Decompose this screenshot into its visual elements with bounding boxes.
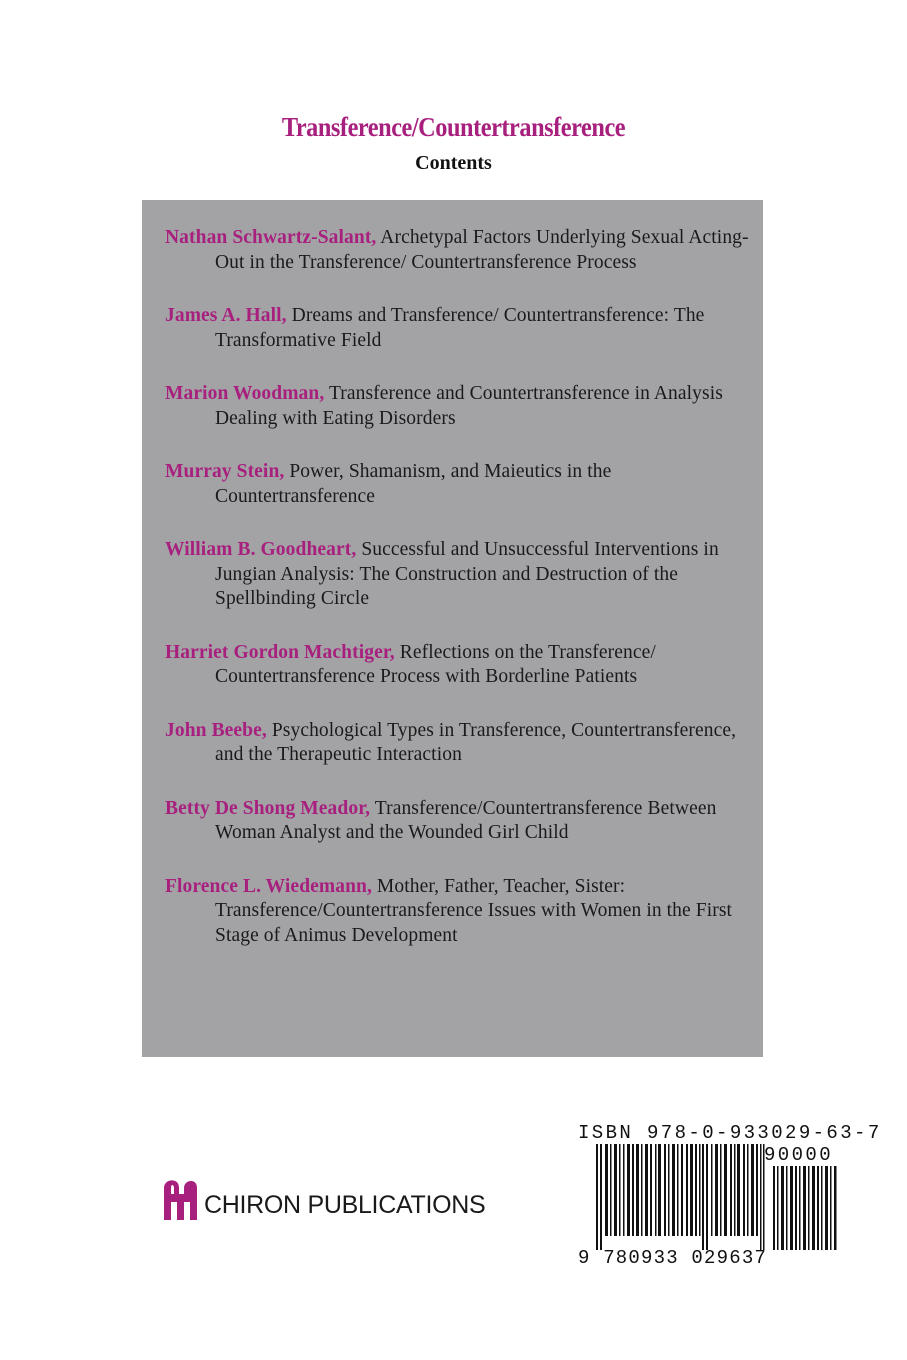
contents-entry [165,797,755,846]
isbn-barcode [578,1122,882,1272]
entry-title: Successful and Unsuccessful Interventions in Jungian Analysis: The Construction and Destruction of the Spellbinding Circle [215,539,719,609]
contents-entry [165,382,755,431]
entry-title: Reflections on the Transference/ Countertransference Process with Borderline Patients [215,641,656,687]
entry-author: James A. Hall, [165,305,287,326]
entry-author: Florence L. Wiedemann, [165,875,372,897]
contents-entry [165,641,755,690]
contents-heading: Contents [415,152,492,174]
entry-title: Power, Shamanism, and Maieutics in the Countertransference [215,461,612,507]
entry-author: Betty De Shong Meador, [165,797,371,819]
entry-title: Mother, Father, Teacher, Sister: Transference/Countertransference Issues with Women in the First Stage of Animus Development [215,875,733,946]
entry-title: Dreams and Transference/ Countertransference: The Transformative Field [215,305,705,351]
publisher-name: CHIRON PUBLICATIONS [204,1190,486,1219]
entry-title: Archetypal Factors Underlying Sexual Acting-Out in the Transference/ Countertransference Process [215,227,749,273]
entry-title: Transference/Countertransference Between Woman Analyst and the Wounded Girl Child [215,797,717,843]
contents-entry [165,875,755,949]
isbn-label: ISBN 978-0-933029-63-7 [578,1122,882,1144]
entry-author: William B. Goodheart, [165,539,357,560]
contents-entry [165,304,755,353]
chiron-logo-icon [160,1178,198,1222]
contents-entry [165,538,755,612]
entry-author: Harriet Gordon Machtiger, [165,641,395,663]
contents-entry [165,719,755,768]
publisher-logo [160,1178,485,1222]
barcode-digits: 9 780933 029637 [578,1247,768,1269]
entry-author: Nathan Schwartz-Salant, [165,227,377,248]
contents-list [165,226,755,977]
price-code: 90000 [764,1144,834,1166]
entry-author: Marion Woodman, [165,383,325,404]
contents-entry [165,226,755,275]
entry-author: Murray Stein, [165,461,285,482]
entry-title: Psychological Types in Transference, Countertransference, and the Therapeutic Interaction [215,719,737,765]
book-title: Transference/Countertransference [281,112,626,142]
entry-title: Transference and Countertransference in Analysis Dealing with Eating Disorders [215,383,723,429]
entry-author: John Beebe, [165,719,267,741]
contents-entry [165,460,755,509]
